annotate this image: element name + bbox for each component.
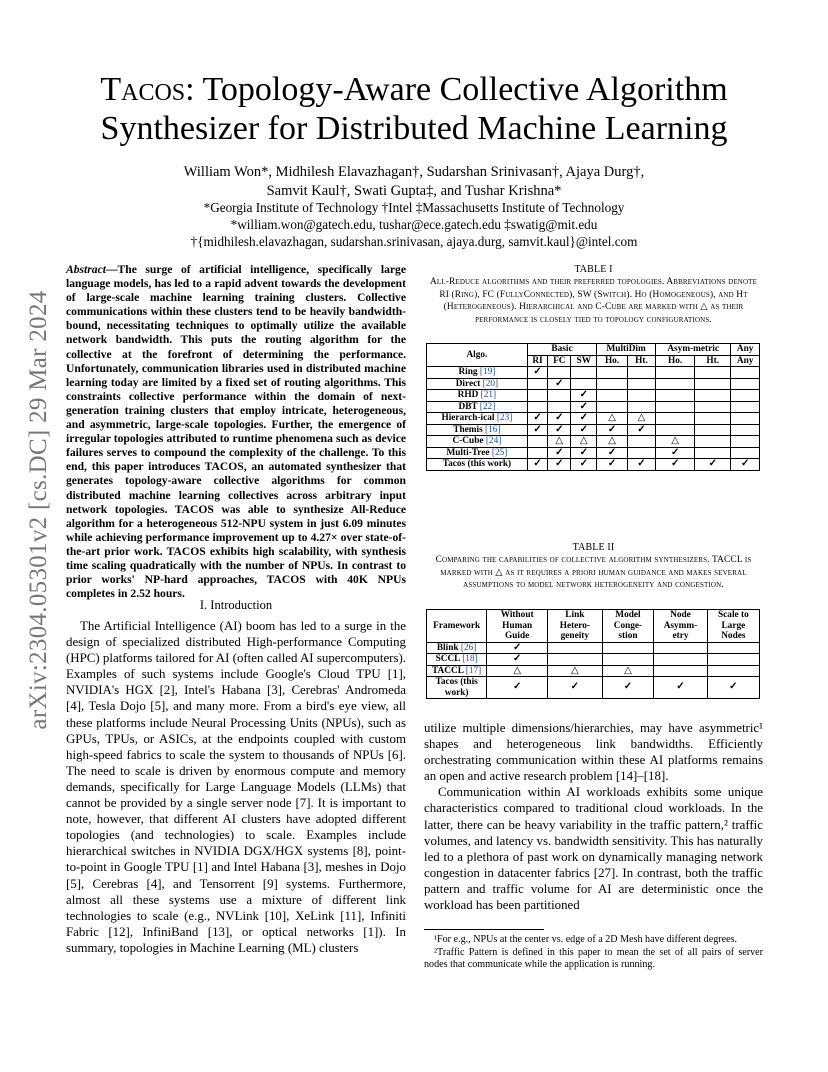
table-row [427,378,760,390]
section-heading: I. Introduction [199,598,273,612]
table1-algo-name: Ring [458,367,478,377]
table2-citation: [18] [462,654,478,664]
empty-cell [597,390,628,402]
table2-algo-name: SCCL [435,654,460,664]
table2-citation: [26] [460,642,477,653]
empty-cell [654,654,708,666]
triangle-mark: △ [487,665,548,677]
check-mark: ✓ [731,459,760,471]
table1-subheader: Ho. [656,355,695,367]
footnotes [424,934,763,972]
empty-cell [695,367,731,379]
table-row [427,677,760,699]
check-mark: ✓ [597,424,628,436]
table1-caption-block [424,264,763,326]
empty-cell [527,390,547,402]
affil-line3: †{midhilesh.elavazhagan, sudarshan.srinivasan, ajaya.durg, samvit.kaul}@intel.com [190,234,638,249]
check-mark: ✓ [571,413,597,425]
empty-cell [707,642,759,654]
author-list [60,163,768,201]
table-row [427,390,760,402]
triangle-mark: △ [571,436,597,448]
empty-cell [627,436,655,448]
abstract-label: Abstract [66,263,106,276]
triangle-mark: △ [656,436,695,448]
table1-row-name [427,413,528,425]
empty-cell [695,390,731,402]
table2-header: Framework [427,610,487,643]
empty-cell [731,413,760,425]
table1-citation: [22] [479,401,496,412]
footnote-2: ²Traffic Pattern is defined in this paper to mean the set of all pairs of server nodes that communicate while the application is running. [424,946,763,971]
table2-row-name [427,665,487,677]
table1-row-name [427,436,528,448]
triangle-mark: △ [597,413,628,425]
table1-row-name [427,447,528,459]
table1-citation: [16] [485,424,501,435]
check-mark: ✓ [527,424,547,436]
empty-cell [707,665,759,677]
empty-cell [695,436,731,448]
table1-algo-name: Themis [453,424,483,435]
table2-label: TABLE II [572,542,615,553]
check-mark: ✓ [627,424,655,436]
table1-subheader: Ht. [627,355,655,367]
table2-citation: [17] [465,665,482,676]
table1-subheader: Any [731,355,760,367]
table2-header: Link Hetero-geneity [548,610,603,643]
empty-cell [656,401,695,413]
empty-cell [695,401,731,413]
empty-cell [731,401,760,413]
title-line2: Synthesizer for Distributed Machine Learning [100,110,728,147]
empty-cell [527,436,547,448]
empty-cell [571,378,597,390]
table1-algo-name: RHD [457,390,479,400]
table1-citation: [20] [482,378,499,389]
footnote-rule [424,929,544,930]
paper-title [60,70,768,148]
intro-body [66,618,406,956]
table1-row-name [427,401,528,413]
table2-row-name [427,654,487,666]
table1-row-name [427,378,528,390]
table2-header-row [427,610,760,643]
empty-cell [597,367,628,379]
affil-line2: *william.won@gatech.edu, tushar@ece.gatech.edu ‡swatig@mit.edu [230,217,598,232]
check-mark: ✓ [695,459,731,471]
check-mark: ✓ [548,447,571,459]
empty-cell [627,390,655,402]
check-mark: ✓ [571,447,597,459]
arxiv-stamp-text: arXiv:2304.05301v2 [cs.DC] 29 Mar 2024 [25,290,52,730]
check-mark: ✓ [487,677,548,699]
affil-line1: *Georgia Institute of Technology †Intel ‡Massachusetts Institute of Technology [203,200,625,215]
check-mark: ✓ [597,447,628,459]
right-paragraph-2: Communication within AI workloads exhibits some unique characteristics compared to traditional cloud workloads. In the latter, there can be heavy variability in the traffic pattern,² traffic volumes, and latency vs. bandwidth sensitivity. This has naturally led to a plethora of past work on dynamically managing network congestion in datacenter fabrics [27]. In contrast, both the traffic pattern and traffic volume for AI are deterministic once the workload has been partitioned [424,785,763,913]
empty-cell [527,378,547,390]
table-row [427,642,760,654]
check-mark: ✓ [548,378,571,390]
check-mark: ✓ [656,447,695,459]
triangle-mark: △ [627,413,655,425]
table1-algo-name: C-Cube [452,436,484,446]
table-row [427,413,760,425]
table1-citation: [19] [479,367,496,377]
empty-cell [656,390,695,402]
empty-cell [548,642,603,654]
empty-cell [695,447,731,459]
check-mark: ✓ [487,642,548,654]
empty-cell [527,447,547,459]
table1-algo-name: Hierarch-ical [441,413,495,423]
table1-group-header: Any [731,344,760,356]
check-mark: ✓ [597,459,628,471]
authors-line1: William Won*, Midhilesh Elavazhagan†, Sudarshan Srinivasan†, Ajaya Durg†, [183,164,645,180]
empty-cell [731,390,760,402]
check-mark: ✓ [527,413,547,425]
table1-citation: [25] [491,447,508,458]
empty-cell [602,642,654,654]
title-line1: : Topology-Aware Collective Algorithm [185,71,728,108]
table2 [426,609,760,699]
empty-cell [695,413,731,425]
empty-cell [656,424,695,436]
check-mark: ✓ [527,367,547,379]
authors-line2: Samvit Kaul†, Swati Gupta‡, and Tushar Krishna* [266,183,562,199]
table1-row-name [427,424,528,436]
check-mark: ✓ [571,401,597,413]
check-mark: ✓ [627,459,655,471]
table1-citation: [21] [480,390,497,400]
empty-cell [707,654,759,666]
empty-cell [731,424,760,436]
empty-cell [731,378,760,390]
table1-corner: Algo. [427,344,528,367]
table1-subheader: Ht. [695,355,731,367]
table-row [427,436,760,448]
empty-cell [731,436,760,448]
arxiv-stamp [14,270,64,750]
empty-cell [571,367,597,379]
check-mark: ✓ [571,390,597,402]
empty-cell [602,654,654,666]
empty-cell [627,367,655,379]
empty-cell [656,367,695,379]
check-mark: ✓ [548,459,571,471]
table-row [427,447,760,459]
table1-header-row [427,344,760,356]
empty-cell [548,367,571,379]
check-mark: ✓ [656,459,695,471]
check-mark: ✓ [527,459,547,471]
footnote-1: ¹For e.g., NPUs at the center vs. edge of a 2D Mesh have different degrees. [434,934,738,945]
table2-algo-name: Tacos (this work) [435,677,478,698]
table1-row-name [427,367,528,379]
table-row [427,459,760,471]
check-mark: ✓ [548,424,571,436]
table1-label: TABLE I [574,264,613,275]
empty-cell [627,378,655,390]
abstract-text: —The surge of artificial intelligence, specifically large language models, has led to a rapid advent towards the development of large-scale machine learning training clusters. Collective communications within these clusters tend to be heavily bandwidth-bound, necessitating techniques to optimally utilize the available network bandwidth. This puts the routing algorithm for the collective at the forefront of determining the performance. Unfortunately, communication libraries used in distributed machine learning today are limited by a fixed set of routing algorithms. This constraints collective performance within the domain of next-generation training clusters that employ intricate, heterogeneous, and asymmetric, large-scale topologies. Further, the emergence of irregular topologies attributed to runtime phenomena such as device failures serves to compound the complexity of the challenge. To this end, this paper introduces TACOS, an automated synthesizer that generates topology-aware collective algorithms for common distributed machine learning collectives across arbitrary input network topologies. TACOS was able to synthesize All-Reduce algorithm for a heterogeneous 512-NPU system in just 6.09 minutes while achieving performance improvement up to 4.27× over state-of-the-art prior work. TACOS exhibits high scalability, with synthesis time scaling quadratically with the number of NPUs. In contrast to prior works' NP-hard approaches, TACOS with 40K NPUs completes in 2.52 hours. [66,263,406,601]
empty-cell [695,378,731,390]
table1-algo-name: Direct [455,378,481,389]
table2-header: Without Human Guide [487,610,548,643]
empty-cell [731,447,760,459]
empty-cell [627,401,655,413]
empty-cell [654,665,708,677]
empty-cell [656,378,695,390]
empty-cell [527,401,547,413]
empty-cell [597,401,628,413]
empty-cell [548,401,571,413]
check-mark: ✓ [571,424,597,436]
triangle-mark: △ [548,436,571,448]
table1-algo-name: DBT [458,401,478,412]
table2-caption: Comparing the capabilities of collective algorithm synthesizers. TACCL is marked with △ as it requires a priori human guidance and makes several assumptions to model network heterogeneity and congestion. [435,555,752,591]
triangle-mark: △ [548,665,603,677]
empty-cell [548,390,571,402]
right-paragraph-1: utilize multiple dimensions/hierarchies, may have asymmetric¹ shapes and heterogeneous link bandwidths. Efficiently orchestrating communication within these AI platforms remains an open and active research problem [14]–[18]. [424,721,763,784]
table1-subheader: SW [571,355,597,367]
table2-algo-name: Blink [436,642,459,653]
affiliations [60,199,768,250]
table1-algo-name: Tacos (this work) [442,459,512,469]
title-tacos: Tacos [100,71,186,108]
table1-subheader: FC [548,355,571,367]
empty-cell [654,642,708,654]
triangle-mark: △ [602,665,654,677]
triangle-mark: △ [597,436,628,448]
table1-caption: All-Reduce algorithms and their preferred topologies. Abbreviations denote RI (Ring), FC (FullyConnected), SW (Switch). Ho (Homogeneous), and Ht (Heterogeneous). Hierarchical and C-Cube are marked with △ as their performance is closely tied to topology configurations. [429,277,758,325]
check-mark: ✓ [548,413,571,425]
right-column-body [424,720,763,913]
table1-citation: [23] [496,413,513,423]
check-mark: ✓ [548,677,603,699]
table-row [427,654,760,666]
empty-cell [548,654,603,666]
table1-subheader: RI [527,355,547,367]
empty-cell [656,413,695,425]
table2-header: Node Asymm-etry [654,610,708,643]
table2-row-name [427,677,487,699]
table1-citation: [24] [485,436,502,446]
table2-row-name [427,642,487,654]
empty-cell [731,367,760,379]
table1-row-name [427,390,528,402]
check-mark: ✓ [571,459,597,471]
table1-group-header: Basic [527,344,596,356]
empty-cell [627,447,655,459]
table1-group-header: Asym-metric [656,344,731,356]
table2-header: Scale to Large Nodes [707,610,759,643]
table2-caption-block [424,542,763,592]
table1 [426,343,760,471]
check-mark: ✓ [707,677,759,699]
table-row [427,401,760,413]
table1-group-header: MultiDim [597,344,656,356]
table2-header: Model Conge-stion [602,610,654,643]
table-row [427,665,760,677]
table1-row-name [427,459,528,471]
table2-algo-name: TACCL [432,665,464,676]
check-mark: ✓ [654,677,708,699]
table1-algo-name: Multi-Tree [446,447,490,458]
empty-cell [597,378,628,390]
table-row [427,367,760,379]
table-row [427,424,760,436]
table1-subheader: Ho. [597,355,628,367]
abstract [66,263,406,601]
check-mark: ✓ [602,677,654,699]
empty-cell [695,424,731,436]
check-mark: ✓ [487,654,548,666]
intro-paragraph: The Artificial Intelligence (AI) boom has led to a surge in the design of specialized distributed High-performance Computing (HPC) platforms tailored for AI (often called AI supercomputers). Examples of such systems include Google's Cloud TPU [1], NVIDIA's HGX [2], Intel's Habana [3], Cerebras' Andromeda [4], Tesla Dojo [5], and many more. From a bird's eye view, all these platforms include Neural Processing Units (NPUs), such as GPUs, TPUs, or ASICs, at the endpoints coupled with custom high-speed fabrics to scale the system to thousands of NPUs [6]. The need to scale is driven by enormous compute and memory demands, specifically for Large Language Models (LLMs) that cannot be provided by a single server node [7]. It is important to note, however, that different AI clusters have adopted different topologies (and technologies) to scale. Examples include hierarchical switches in NVIDIA DGX/HGX systems [8], point-to-point in Google TPU [1] and Intel Habana [3], meshes in Dojo [5], Cerebras [4], and Tensorrent [9] systems. Furthermore, almost all these systems use a mixture of different link technologies to scale (e.g., NVLink [10], XeLink [11], Infiniti Fabric [12], InfiniBand [13], or optical networks [1]). In summary, topologies in Machine Learning (ML) clusters [66,619,406,955]
